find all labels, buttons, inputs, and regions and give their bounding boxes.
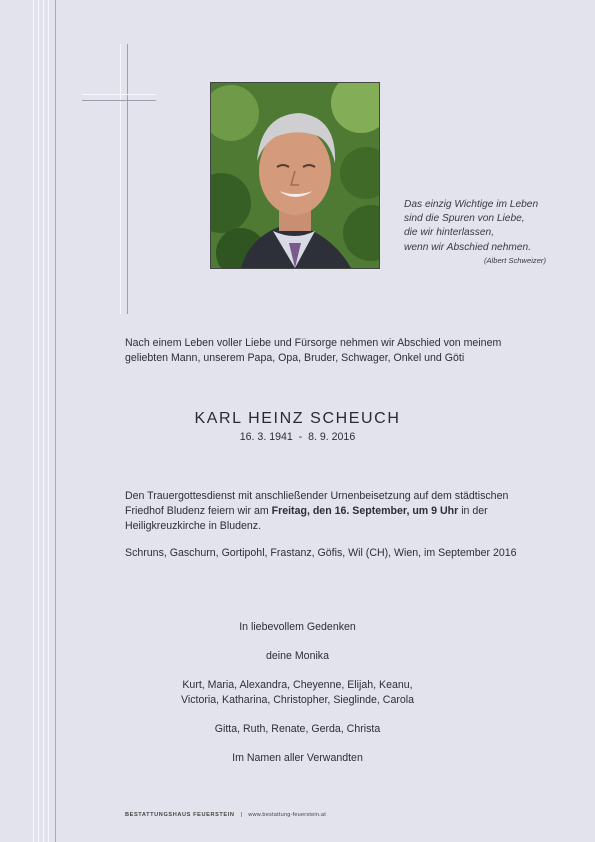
intro-line: Nach einem Leben voller Liebe und Fürsorge nehmen wir Abschied von meinem [125,337,502,349]
deceased-name: KARL HEINZ SCHEUCH [194,410,401,427]
children-line: Kurt, Maria, Alexandra, Cheyenne, Elijah, Keanu, [182,679,413,691]
quote-line: die wir hinterlassen, [404,227,495,239]
company-website[interactable]: www.bestattung-feuerstein.at [248,812,326,818]
mourners-heading [0,620,595,635]
mourners-relatives [0,751,595,766]
quote-line: sind die Spuren von Liebe, [404,213,525,225]
service-info [125,489,545,534]
cross-bar [82,94,156,101]
life-dates: 16. 3. 1941 - 8. 9. 2016 [239,431,356,443]
service-line: Heiligkreuzkirche in Bludenz. [125,520,262,532]
footer [125,812,326,818]
service-text: Friedhof Bludenz feiern wir am [125,505,272,517]
footer-separator: | [240,812,243,818]
children-line: Victoria, Katharina, Christopher, Sieglinde, Carola [181,694,414,706]
portrait-photo [210,82,380,269]
service-date: Freitag, den 16. September, um 9 Uhr [271,505,459,517]
spouse-text: deine Monika [265,650,329,662]
mourners-heading-text: In liebevollem Gedenken [239,621,356,633]
intro-text [125,336,545,366]
company-name: BESTATTUNGSHAUS FEUERSTEIN [125,812,235,818]
relatives-text: Im Namen aller Verwandten [232,752,363,764]
quote-line: Das einzig Wichtige im Leben [404,199,539,210]
cross-icon [120,44,128,314]
places-and-date: Schruns, Gaschurn, Gortipohl, Frastanz, Göfis, Wil (CH), Wien, im September 2016 [125,547,517,559]
mourners-children [0,678,595,708]
mourners-siblings [0,722,595,737]
quote-author: (Albert Schweizer) [483,255,546,265]
service-line: Den Trauergottesdienst mit anschließender Urnenbeisetzung auf dem städtischen [125,490,509,502]
quote-block [404,198,584,267]
quote-line: wenn wir Abschied nehmen. [404,241,532,253]
service-text: in der [458,505,488,517]
intro-line: geliebten Mann, unserem Papa, Opa, Bruder, Schwager, Onkel und Göti [125,352,465,364]
mourners-spouse [0,649,595,664]
siblings-text: Gitta, Ruth, Renate, Gerda, Christa [214,723,381,735]
service-line [125,504,545,519]
